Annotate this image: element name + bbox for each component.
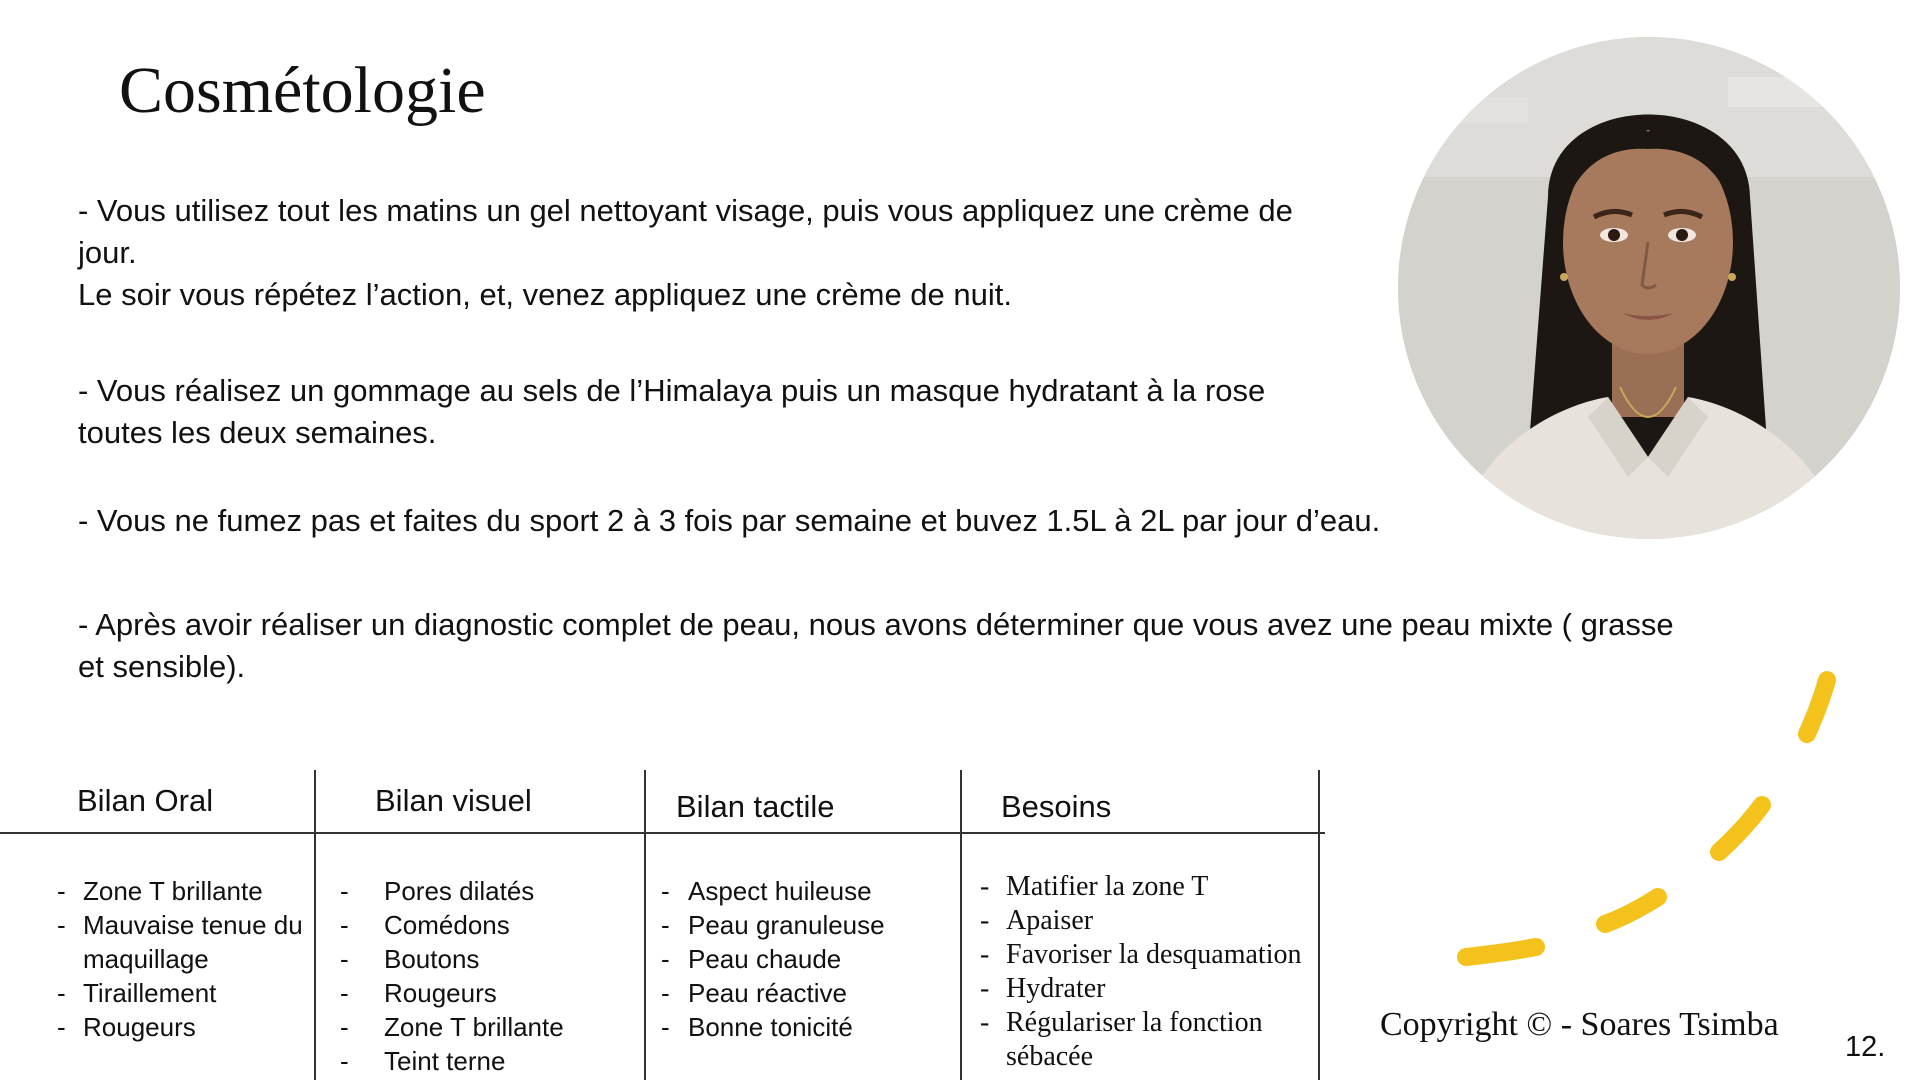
list-item-text: Teint terne (384, 1046, 506, 1076)
list-item (57, 976, 308, 1010)
bullet-dash: - (661, 944, 670, 974)
table-header-divider (0, 832, 1325, 834)
list-item-text: Peau chaude (688, 944, 842, 974)
lifestyle-paragraph: - Vous ne fumez pas et faites du sport 2 à 3 fois par semaine et buvez 1.5L à 2L par jour d’eau. (78, 503, 1381, 538)
column-divider (644, 770, 646, 1080)
list-item (980, 938, 1314, 972)
bullet-dash: - (340, 1046, 349, 1076)
bullet-dash: - (980, 1007, 990, 1038)
column-divider (1318, 770, 1320, 1080)
list-item (661, 1010, 953, 1044)
bullet-dash: - (340, 978, 349, 1008)
decor-dash (1719, 805, 1762, 852)
list-item-text: Zone T brillante (384, 1012, 564, 1042)
bilan-tactile-list (661, 874, 953, 1044)
list-item-text: Peau granuleuse (688, 910, 885, 940)
page-number: 12. (1845, 1031, 1886, 1063)
bullet-dash: - (661, 978, 670, 1008)
bullet-dash: - (980, 973, 990, 1004)
bullet-dash: - (661, 1012, 670, 1042)
bullet-dash: - (340, 1012, 349, 1042)
column-divider (960, 770, 962, 1080)
list-item (57, 908, 308, 976)
list-item (340, 976, 634, 1010)
bullet-dash: - (57, 978, 66, 1008)
list-item (980, 904, 1314, 938)
list-item (57, 874, 308, 908)
list-item (340, 1010, 634, 1044)
column-divider (314, 770, 316, 1080)
diagnosis-paragraph: - Après avoir réaliser un diagnostic complet de peau, nous avons déterminer que vous avez une peau mixte ( grasse et sensible). (78, 607, 1674, 684)
list-item-text: Rougeurs (384, 978, 497, 1008)
list-item-text: Comédons (384, 910, 510, 940)
list-item (661, 976, 953, 1010)
list-item (340, 874, 634, 908)
slide-title: Cosmétologie (119, 54, 486, 127)
list-item-text: Zone T brillante (83, 876, 263, 906)
list-item (340, 1044, 634, 1078)
list-item (980, 870, 1314, 904)
routine-paragraph: - Vous utilisez tout les matins un gel nettoyant visage, puis vous appliquez une crème de jour. Le soir vous répétez l’action, et, venez appliquez une crème de nuit. (78, 193, 1293, 312)
list-item-text: Favoriser la desquamation (1006, 939, 1302, 970)
list-item (57, 1010, 308, 1044)
bullet-dash: - (980, 939, 990, 970)
column-header-bilan-tactile: Bilan tactile (676, 789, 835, 824)
bilan-visuel-list (340, 874, 634, 1078)
bullet-dash: - (340, 910, 349, 940)
scrub-mask-paragraph: - Vous réalisez un gommage au sels de l’Himalaya puis un masque hydratant à la rose toutes les deux semaines. (78, 373, 1266, 450)
portrait-illustration (1398, 37, 1900, 539)
list-item (661, 942, 953, 976)
list-item-text: Boutons (384, 944, 480, 974)
decor-dash (1466, 947, 1536, 957)
list-item-text: Bonne tonicité (688, 1012, 853, 1042)
bilan-oral-list (57, 874, 308, 1044)
bullet-dash: - (980, 871, 990, 902)
column-header-besoins: Besoins (1001, 789, 1112, 824)
bullet-dash: - (340, 876, 349, 906)
list-item-text: Mauvaise tenue du maquillage (83, 910, 303, 974)
besoins-list (980, 870, 1314, 1074)
list-item (980, 1006, 1314, 1074)
list-item (980, 972, 1314, 1006)
bullet-dash: - (57, 1012, 66, 1042)
bullet-dash: - (57, 876, 66, 906)
list-item-text: Peau réactive (688, 978, 847, 1008)
list-item-text: Tiraillement (83, 978, 217, 1008)
copyright-text: Copyright © - Soares Tsimba (1380, 1006, 1779, 1043)
list-item-text: Rougeurs (83, 1012, 196, 1042)
column-header-bilan-visuel: Bilan visuel (375, 783, 532, 818)
list-item-text: Hydrater (1006, 973, 1106, 1004)
list-item-text: Aspect huileuse (688, 876, 872, 906)
list-item (661, 874, 953, 908)
dashed-curve-decoration (1430, 660, 1850, 990)
list-item-text: Apaiser (1006, 905, 1094, 936)
column-header-bilan-oral: Bilan Oral (77, 783, 214, 818)
list-item (661, 908, 953, 942)
list-item-text: Pores dilatés (384, 876, 535, 906)
list-item (340, 908, 634, 942)
client-portrait-photo (1398, 37, 1900, 539)
bullet-dash: - (661, 876, 670, 906)
list-item (340, 942, 634, 976)
bullet-dash: - (661, 910, 670, 940)
list-item-text: Matifier la zone T (1006, 871, 1209, 902)
bullet-dash: - (980, 905, 990, 936)
assessment-table (0, 770, 1325, 1080)
bullet-dash: - (57, 910, 66, 940)
list-item-text: Régulariser la fonction sébacée (1006, 1007, 1263, 1072)
bullet-dash: - (340, 944, 349, 974)
decor-dash (1605, 897, 1658, 924)
decor-dash (1807, 680, 1827, 734)
